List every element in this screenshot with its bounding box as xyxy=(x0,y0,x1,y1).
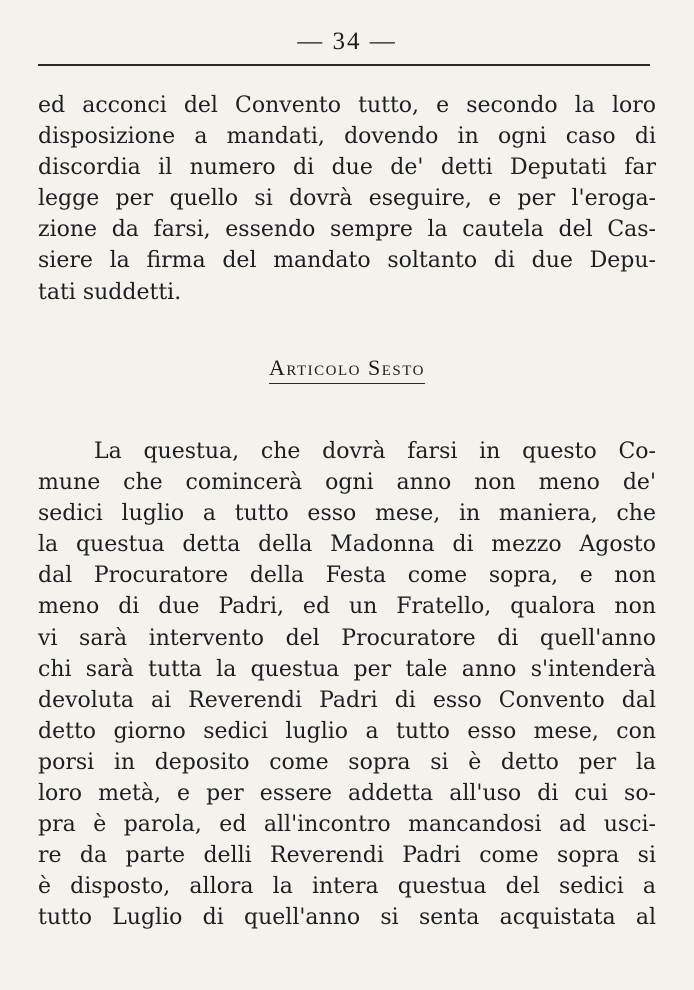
text-line: vi sarà intervento del Procuratore di quell'anno xyxy=(38,625,656,651)
paragraph-2 xyxy=(38,436,656,934)
header-rule xyxy=(38,64,650,66)
text-line: ed acconci del Convento tutto, e secondo la loro xyxy=(38,93,656,118)
text-line: mune che comincerà ogni anno non meno de' xyxy=(38,470,656,496)
text-line: meno di due Padri, ed un Fratello, qualora non xyxy=(38,594,656,620)
text-line: dal Procuratore della Festa come sopra, e non xyxy=(38,563,656,589)
paragraph-1 xyxy=(38,90,656,308)
page-header xyxy=(0,28,694,56)
section-heading-container xyxy=(0,355,694,384)
text-line: detto giorno sedici luglio a tutto esso mese, con xyxy=(38,718,656,744)
text-line: zione da farsi, essendo sempre la cautela del Cas- xyxy=(38,217,656,243)
text-line: legge per quello si dovrà eseguire, e per l'eroga- xyxy=(38,186,656,212)
text-line: La questua, che dovrà farsi in questo Co- xyxy=(94,439,656,464)
section-heading: Articolo Sesto xyxy=(269,355,425,384)
text-line: chi sarà tutta la questua per tale anno s'intenderà xyxy=(38,656,656,682)
text-line: la questua detta della Madonna di mezzo Agosto xyxy=(38,532,656,558)
text-line: siere la firma del mandato soltanto di due Depu- xyxy=(38,248,656,274)
text-line: pra è parola, ed all'incontro mancandosi ad usci- xyxy=(38,812,656,838)
text-line: tati suddetti. xyxy=(38,279,182,305)
text-line: discordia il numero di due de' detti Deputati far xyxy=(38,155,656,181)
text-line: è disposto, allora la intera questua del sedici a xyxy=(38,874,656,900)
text-line: porsi in deposito come sopra si è detto per la xyxy=(38,749,656,775)
text-line: sedici luglio a tutto esso mese, in maniera, che xyxy=(38,501,656,527)
text-line: devoluta ai Reverendi Padri di esso Convento dal xyxy=(38,687,656,713)
text-line: loro metà, e per essere addetta all'uso di cui so- xyxy=(38,781,656,807)
page-number: — 34 — xyxy=(297,28,397,55)
text-line: disposizione a mandati, dovendo in ogni caso di xyxy=(38,124,656,150)
text-line: tutto Luglio di quell'anno si senta acquistata al xyxy=(38,905,656,931)
text-line: re da parte delli Reverendi Padri come sopra si xyxy=(38,843,656,869)
